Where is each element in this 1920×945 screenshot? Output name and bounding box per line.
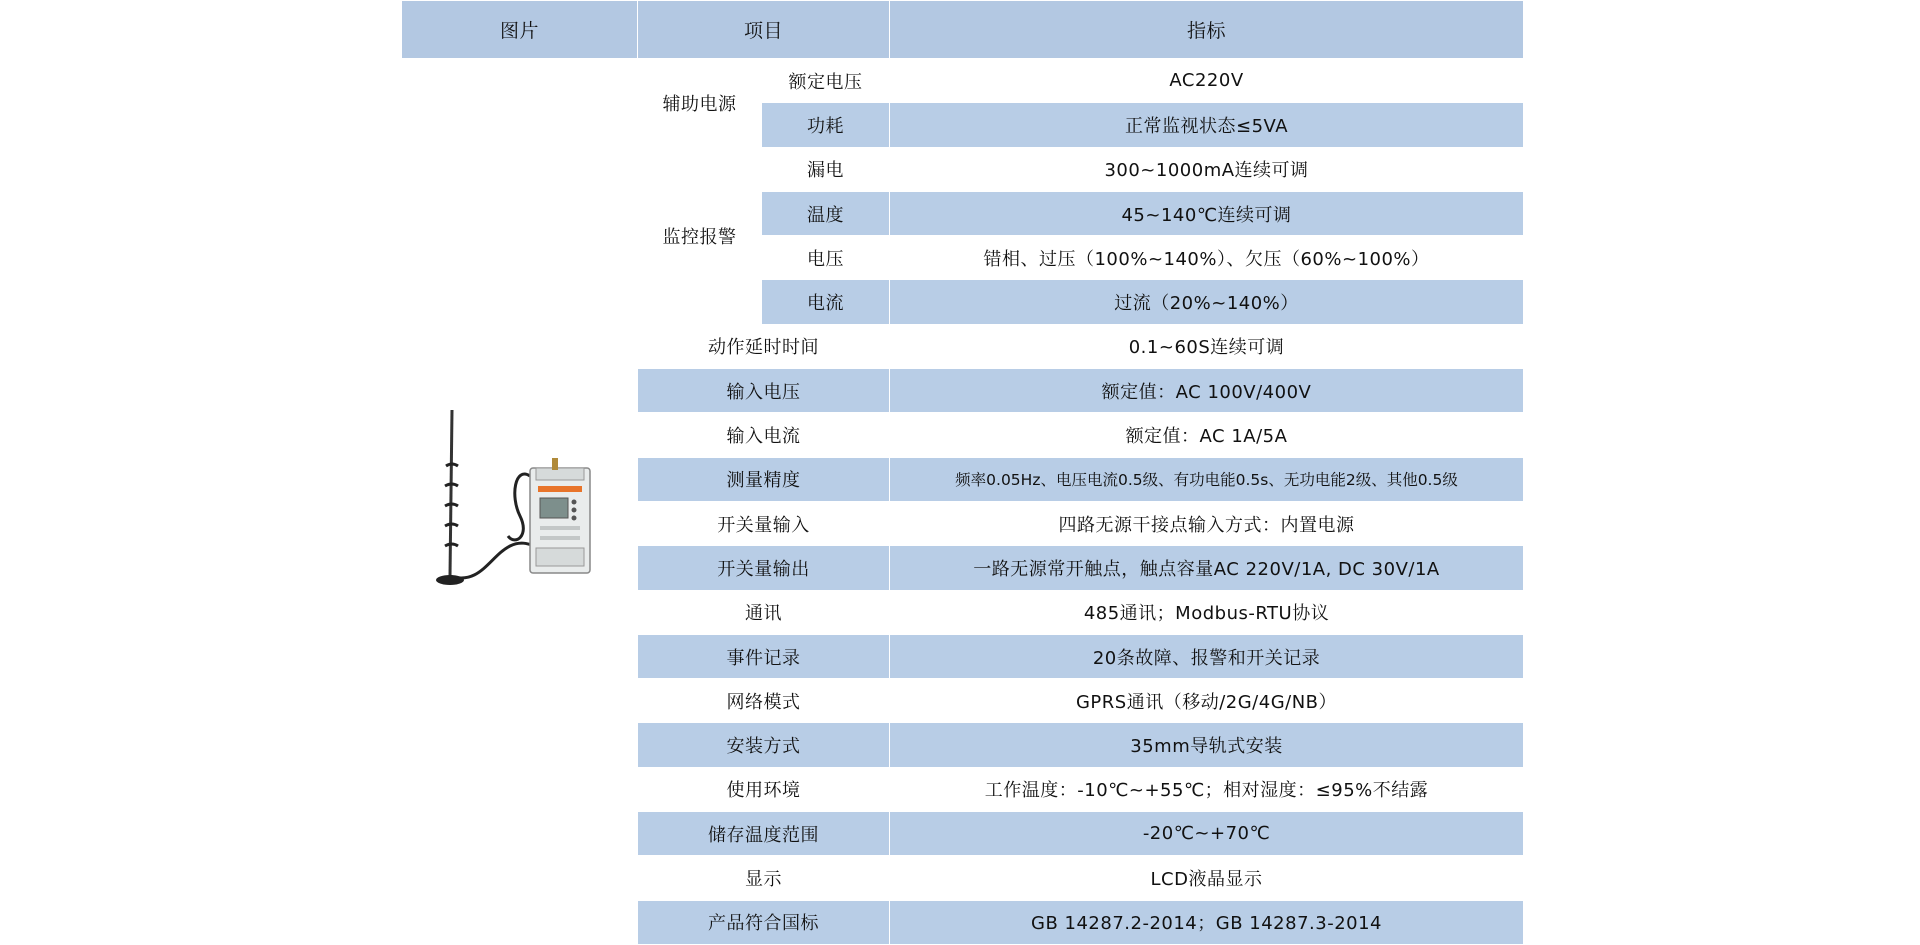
item-cell: 测量精度: [638, 457, 890, 501]
item-cell: 输入电流: [638, 413, 890, 457]
header-image: 图片: [402, 1, 638, 59]
product-image: [420, 406, 620, 596]
table-row: [402, 59, 1524, 103]
item-cell: 使用环境: [638, 767, 890, 811]
header-item: 项目: [638, 1, 890, 59]
item-cell: 事件记录: [638, 634, 890, 678]
item-cell: 功耗: [762, 103, 890, 147]
spec-cell: GPRS通讯（移动/2G/4G/NB）: [890, 679, 1524, 723]
spec-cell: 20条故障、报警和开关记录: [890, 634, 1524, 678]
spec-cell: 0.1~60S连续可调: [890, 324, 1524, 368]
spec-cell: 正常监视状态≤5VA: [890, 103, 1524, 147]
spec-cell: AC220V: [890, 59, 1524, 103]
spec-cell: 额定值：AC 1A/5A: [890, 413, 1524, 457]
item-cell: 通讯: [638, 590, 890, 634]
spec-cell: 一路无源常开触点，触点容量AC 220V/1A, DC 30V/1A: [890, 546, 1524, 590]
item-cell: 温度: [762, 191, 890, 235]
item-cell: 漏电: [762, 147, 890, 191]
spec-cell: 工作温度：-10℃~+55℃；相对湿度：≤95%不结露: [890, 767, 1524, 811]
item-cell: 电压: [762, 236, 890, 280]
item-cell: 开关量输出: [638, 546, 890, 590]
item-cell: 安装方式: [638, 723, 890, 767]
product-image-cell: [402, 59, 638, 945]
item-cell: 额定电压: [762, 59, 890, 103]
item-cell: 电流: [762, 280, 890, 324]
group-label: 监控报警: [638, 147, 762, 324]
item-cell: 动作延时时间: [638, 324, 890, 368]
spec-cell: 35mm导轨式安装: [890, 723, 1524, 767]
spec-cell: -20℃~+70℃: [890, 812, 1524, 856]
spec-cell: 额定值：AC 100V/400V: [890, 369, 1524, 413]
item-cell: 储存温度范围: [638, 812, 890, 856]
spec-cell: 四路无源干接点输入方式：内置电源: [890, 501, 1524, 545]
spec-cell: 300~1000mA连续可调: [890, 147, 1524, 191]
wireless-monitor-device-icon: [420, 406, 620, 596]
spec-cell: 频率0.05Hz、电压电流0.5级、有功电能0.5s、无功电能2级、其他0.5级: [890, 457, 1524, 501]
header-row: [402, 1, 1524, 59]
spec-cell: LCD液晶显示: [890, 856, 1524, 900]
spec-cell: 错相、过压（100%~140%）、欠压（60%~100%）: [890, 236, 1524, 280]
spec-table: [401, 0, 1524, 945]
group-label: 辅助电源: [638, 59, 762, 148]
spec-cell: 485通讯；Modbus-RTU协议: [890, 590, 1524, 634]
item-cell: 开关量输入: [638, 501, 890, 545]
spec-cell: 45~140℃连续可调: [890, 191, 1524, 235]
header-spec: 指标: [890, 1, 1524, 59]
spec-cell: GB 14287.2-2014；GB 14287.3-2014: [890, 900, 1524, 944]
item-cell: 产品符合国标: [638, 900, 890, 944]
spec-cell: 过流（20%~140%）: [890, 280, 1524, 324]
item-cell: 输入电压: [638, 369, 890, 413]
item-cell: 网络模式: [638, 679, 890, 723]
item-cell: 显示: [638, 856, 890, 900]
